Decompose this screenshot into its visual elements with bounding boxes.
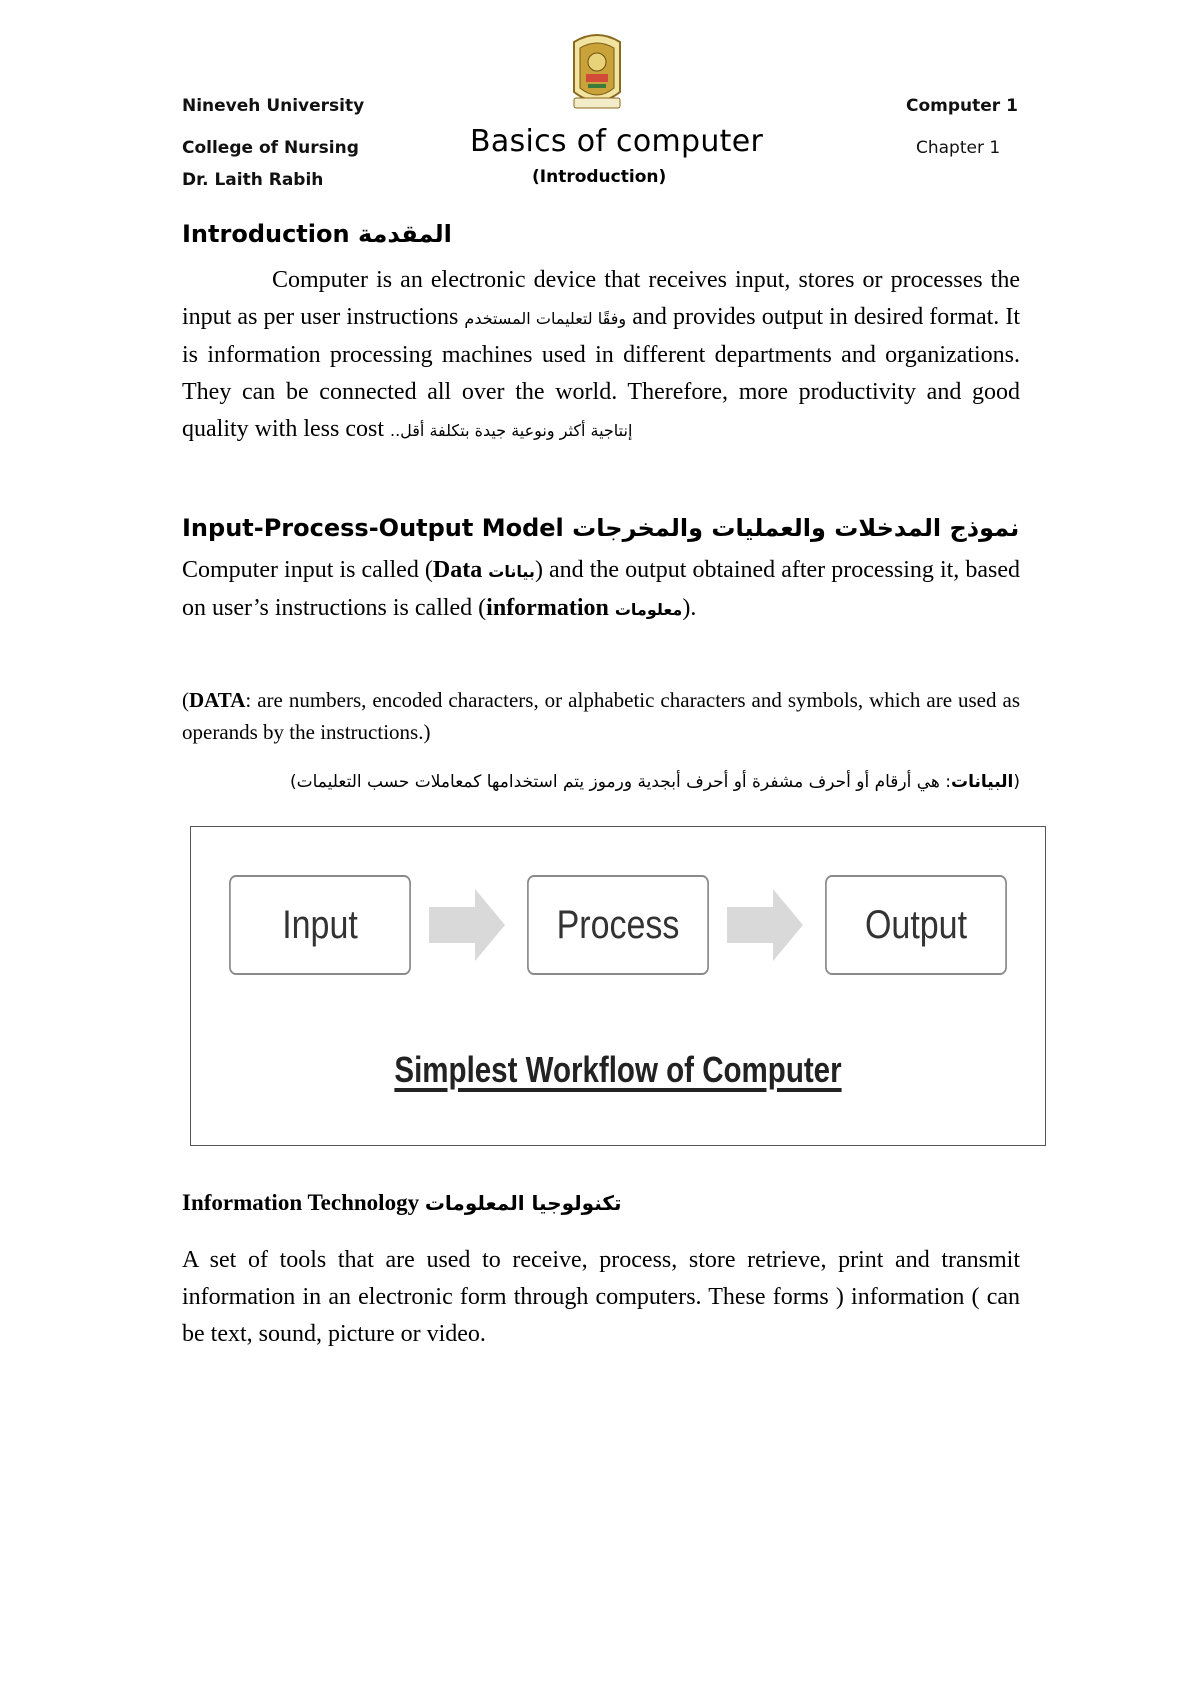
intro-text-1: Computer is an electronic device that receives input, stores or processes the input as per user instructions	[182, 267, 1020, 330]
intro-arabic-2: إنتاجية أكثر ونوعية جيدة بتكلفة أقل..	[389, 421, 633, 440]
data-definition-ar: (البيانات: هي أرقام أو أحرف مشفرة أو أحرف أبجدية ورموز يتم استخدامها كمعاملات حسب التعليمات)	[289, 772, 1020, 792]
ipo-data-term: Data	[432, 557, 483, 583]
it-heading-ar: تكنولوجيا المعلومات	[424, 1191, 622, 1215]
data-definition-ar-text: : هي أرقام أو أحرف مشفرة أو أحرف أبجدية ورموز يتم استخدامها كمعاملات حسب التعليمات	[296, 772, 952, 792]
university-logo	[568, 32, 626, 112]
ipo-heading-ar: نموذج المدخلات والعمليات والمخرجات	[572, 514, 1020, 542]
introduction-heading-en: Introduction	[182, 220, 350, 248]
ipo-text-3: ).	[682, 595, 697, 621]
flow-box-process: Process	[527, 875, 709, 975]
it-paragraph: A set of tools that are used to receive, process, store retrieve, print and transmit information in an electronic form through computers. These forms ) information ( can be text, sound, picture or video.	[182, 1247, 1020, 1347]
flow-box-output: Output	[825, 875, 1007, 975]
ipo-data-ar: بيانات	[488, 562, 535, 581]
document-subtitle: (Introduction)	[532, 167, 667, 187]
chapter-label: Chapter 1	[916, 138, 1001, 158]
flow-arrow-icon	[429, 885, 507, 965]
it-heading	[182, 1190, 622, 1216]
data-definition-term: DATA	[189, 688, 246, 712]
author-name: Dr. Laith Rabih	[182, 170, 324, 190]
ipo-information-term: information	[486, 595, 609, 621]
introduction-heading	[182, 220, 452, 248]
flow-box-input: Input	[229, 875, 411, 975]
ipo-text-2: ) and the output obtained after processing it, based on user’s instructions is called (	[182, 557, 1020, 621]
data-definition	[182, 684, 1020, 748]
it-heading-en: Information Technology	[182, 1190, 420, 1215]
data-definition-ar-term: البيانات	[951, 772, 1014, 792]
flow-arrow-icon	[727, 885, 805, 965]
introduction-heading-ar: المقدمة	[357, 220, 452, 248]
course-name: Computer 1	[906, 96, 1018, 116]
data-definition-text: : are numbers, encoded characters, or alphabetic characters and symbols, which are used as operands by the instructions.)	[182, 688, 1020, 744]
figure-caption: Simplest Workflow of Computer	[394, 1049, 842, 1090]
document-title: Basics of computer	[470, 124, 764, 159]
intro-arabic-1: وفقًا لتعليمات المستخدم	[464, 309, 627, 328]
college-name: College of Nursing	[182, 138, 359, 158]
ipo-heading-en: Input-Process-Output Model	[182, 514, 564, 542]
ipo-information-ar: معلومات	[614, 600, 683, 619]
workflow-figure	[190, 826, 1046, 1146]
data-definition-open: (	[182, 688, 189, 712]
intro-text-2: and provides output in desired format. It is information processing machines used in different departments and organizations. They can be connected all over the world. Therefore, more productivity and good quality with less cost	[182, 304, 1021, 442]
ipo-paragraph	[182, 552, 1020, 628]
university-name: Nineveh University	[182, 96, 365, 116]
ipo-text-1: Computer input is called (	[182, 557, 433, 583]
introduction-paragraph	[182, 262, 1020, 449]
ipo-heading	[182, 514, 1019, 542]
